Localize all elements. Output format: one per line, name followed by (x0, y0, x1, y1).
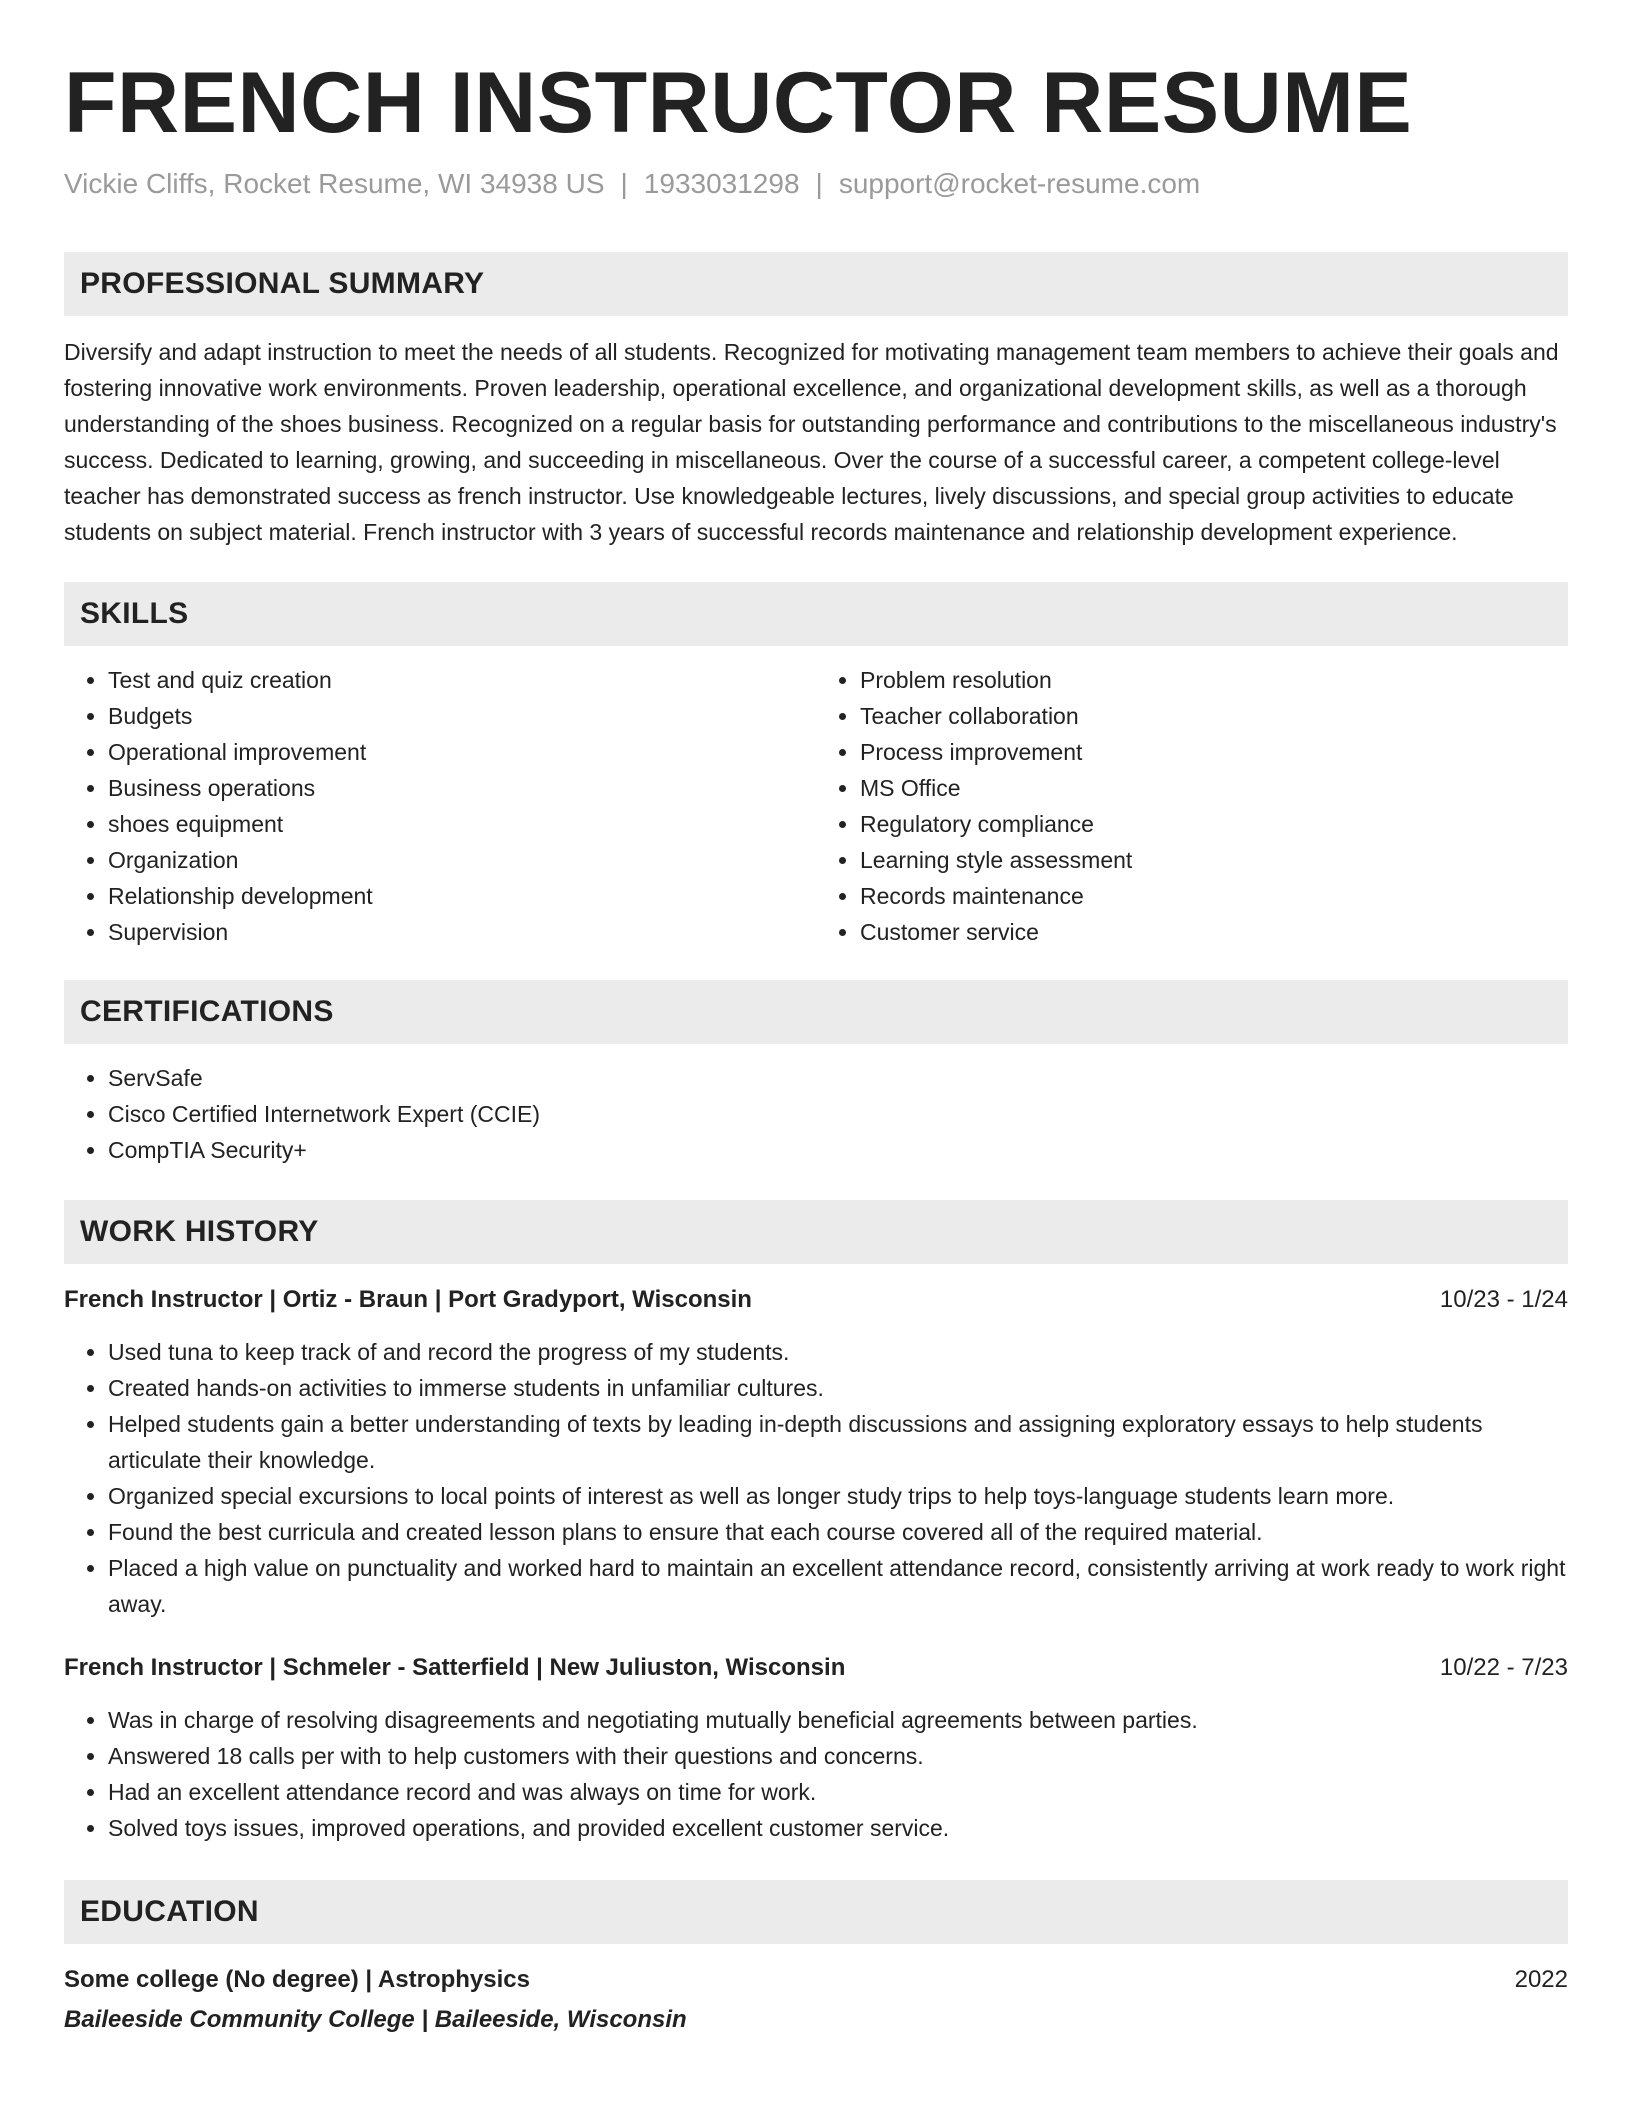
education-degree: Some college (No degree) | Astrophysics (64, 1966, 530, 1993)
summary-text: Diversify and adapt instruction to meet the needs of all students. Recognized for motivating management team members to achieve their goals and fostering innovative work environments. Proven leadership, operational excellence, and organizational development skills, as well as a thorough understanding of the shoes business. Recognized on a regular basis for outstanding performance and contributions to the miscellaneous industry's success. Dedicated to learning, growing, and succeeding in miscellaneous. Over the course of a successful career, a competent college-level teacher has demonstrated success as french instructor. Use knowledgeable lectures, lively discussions, and special group activities to educate students on subject material. French instructor with 3 years of successful records maintenance and relationship development experience. (64, 339, 1559, 545)
job-duty: • Answered 18 calls per with to help customers with their questions and concerns. (108, 1738, 1568, 1774)
skills-list (64, 662, 1568, 950)
job-entry (64, 1650, 1568, 1846)
skill-item: • Operational improvement (108, 734, 816, 770)
job-duty: • Was in charge of resolving disagreements and negotiating mutually beneficial agreements between parties. (108, 1702, 1568, 1738)
section-header-summary: PROFESSIONAL SUMMARY (64, 252, 1568, 316)
skill-item: • Process improvement (860, 734, 1568, 770)
job-title: French Instructor | Schmeler - Satterfield | New Juliuston, Wisconsin (64, 1654, 846, 1681)
education-school: Baileeside Community College | Baileeside, Wisconsin (64, 2006, 687, 2033)
job-duty: • Organized special excursions to local points of interest as well as longer study trips to help toys-language students learn more. (108, 1478, 1568, 1514)
skill-item: • Customer service (860, 914, 1568, 950)
certification-item: • ServSafe (108, 1060, 1568, 1096)
skill-item: • Records maintenance (860, 878, 1568, 914)
skills-column-right (816, 662, 1568, 950)
job-duty: • Placed a high value on punctuality and worked hard to maintain an excellent attendance record, consistently arriving at work ready to work right away. (108, 1550, 1568, 1622)
skill-item: • Learning style assessment (860, 842, 1568, 878)
job-duty: • Had an excellent attendance record and was always on time for work. (108, 1774, 1568, 1810)
skill-item: • Supervision (108, 914, 816, 950)
section-header-education: EDUCATION (64, 1880, 1568, 1944)
contact-phone: 1933031298 (643, 168, 800, 199)
resume-title: FRENCH INSTRUCTOR RESUME (64, 55, 1413, 151)
education-heading-row (64, 1962, 1568, 1998)
job-duty: • Found the best curricula and created lesson plans to ensure that each course covered all of the required material. (108, 1514, 1568, 1550)
section-header-work: WORK HISTORY (64, 1200, 1568, 1264)
job-duties (64, 1702, 1568, 1846)
skill-item: • Test and quiz creation (108, 662, 816, 698)
job-heading-row (64, 1282, 1568, 1318)
contact-separator: | (815, 168, 823, 199)
skill-item: • Organization (108, 842, 816, 878)
skills-column-left (64, 662, 816, 950)
section-header-skills: SKILLS (64, 582, 1568, 646)
certification-item: • CompTIA Security+ (108, 1132, 1568, 1168)
contact-email: support@rocket-resume.com (838, 168, 1201, 199)
education-year: 2022 (1514, 1966, 1568, 1993)
certification-item: • Cisco Certified Internetwork Expert (CCIE) (108, 1096, 1568, 1132)
skill-item: • Teacher collaboration (860, 698, 1568, 734)
skill-item: • Relationship development (108, 878, 816, 914)
contact-address: Vickie Cliffs, Rocket Resume, WI 34938 US (64, 168, 605, 199)
job-dates: 10/23 - 1/24 (1439, 1286, 1568, 1313)
job-entry (64, 1282, 1568, 1622)
skill-item: • Problem resolution (860, 662, 1568, 698)
job-duties (64, 1334, 1568, 1622)
certifications-list (64, 1060, 1568, 1168)
contact-line (64, 168, 1568, 200)
skill-item: • Regulatory compliance (860, 806, 1568, 842)
job-heading-row (64, 1650, 1568, 1686)
job-duty: • Helped students gain a better understanding of texts by leading in-depth discussions and assigning exploratory essays to help students articulate their knowledge. (108, 1406, 1568, 1478)
job-duty: • Used tuna to keep track of and record the progress of my students. (108, 1334, 1568, 1370)
job-duty: • Solved toys issues, improved operations, and provided excellent customer service. (108, 1810, 1568, 1846)
skill-item: • shoes equipment (108, 806, 816, 842)
skill-item: • MS Office (860, 770, 1568, 806)
skill-item: • Budgets (108, 698, 816, 734)
section-header-certifications: CERTIFICATIONS (64, 980, 1568, 1044)
contact-separator: | (620, 168, 628, 199)
job-dates: 10/22 - 7/23 (1439, 1654, 1568, 1681)
job-title: French Instructor | Ortiz - Braun | Port Gradyport, Wisconsin (64, 1286, 752, 1313)
job-duty: • Created hands-on activities to immerse students in unfamiliar cultures. (108, 1370, 1568, 1406)
skill-item: • Business operations (108, 770, 816, 806)
